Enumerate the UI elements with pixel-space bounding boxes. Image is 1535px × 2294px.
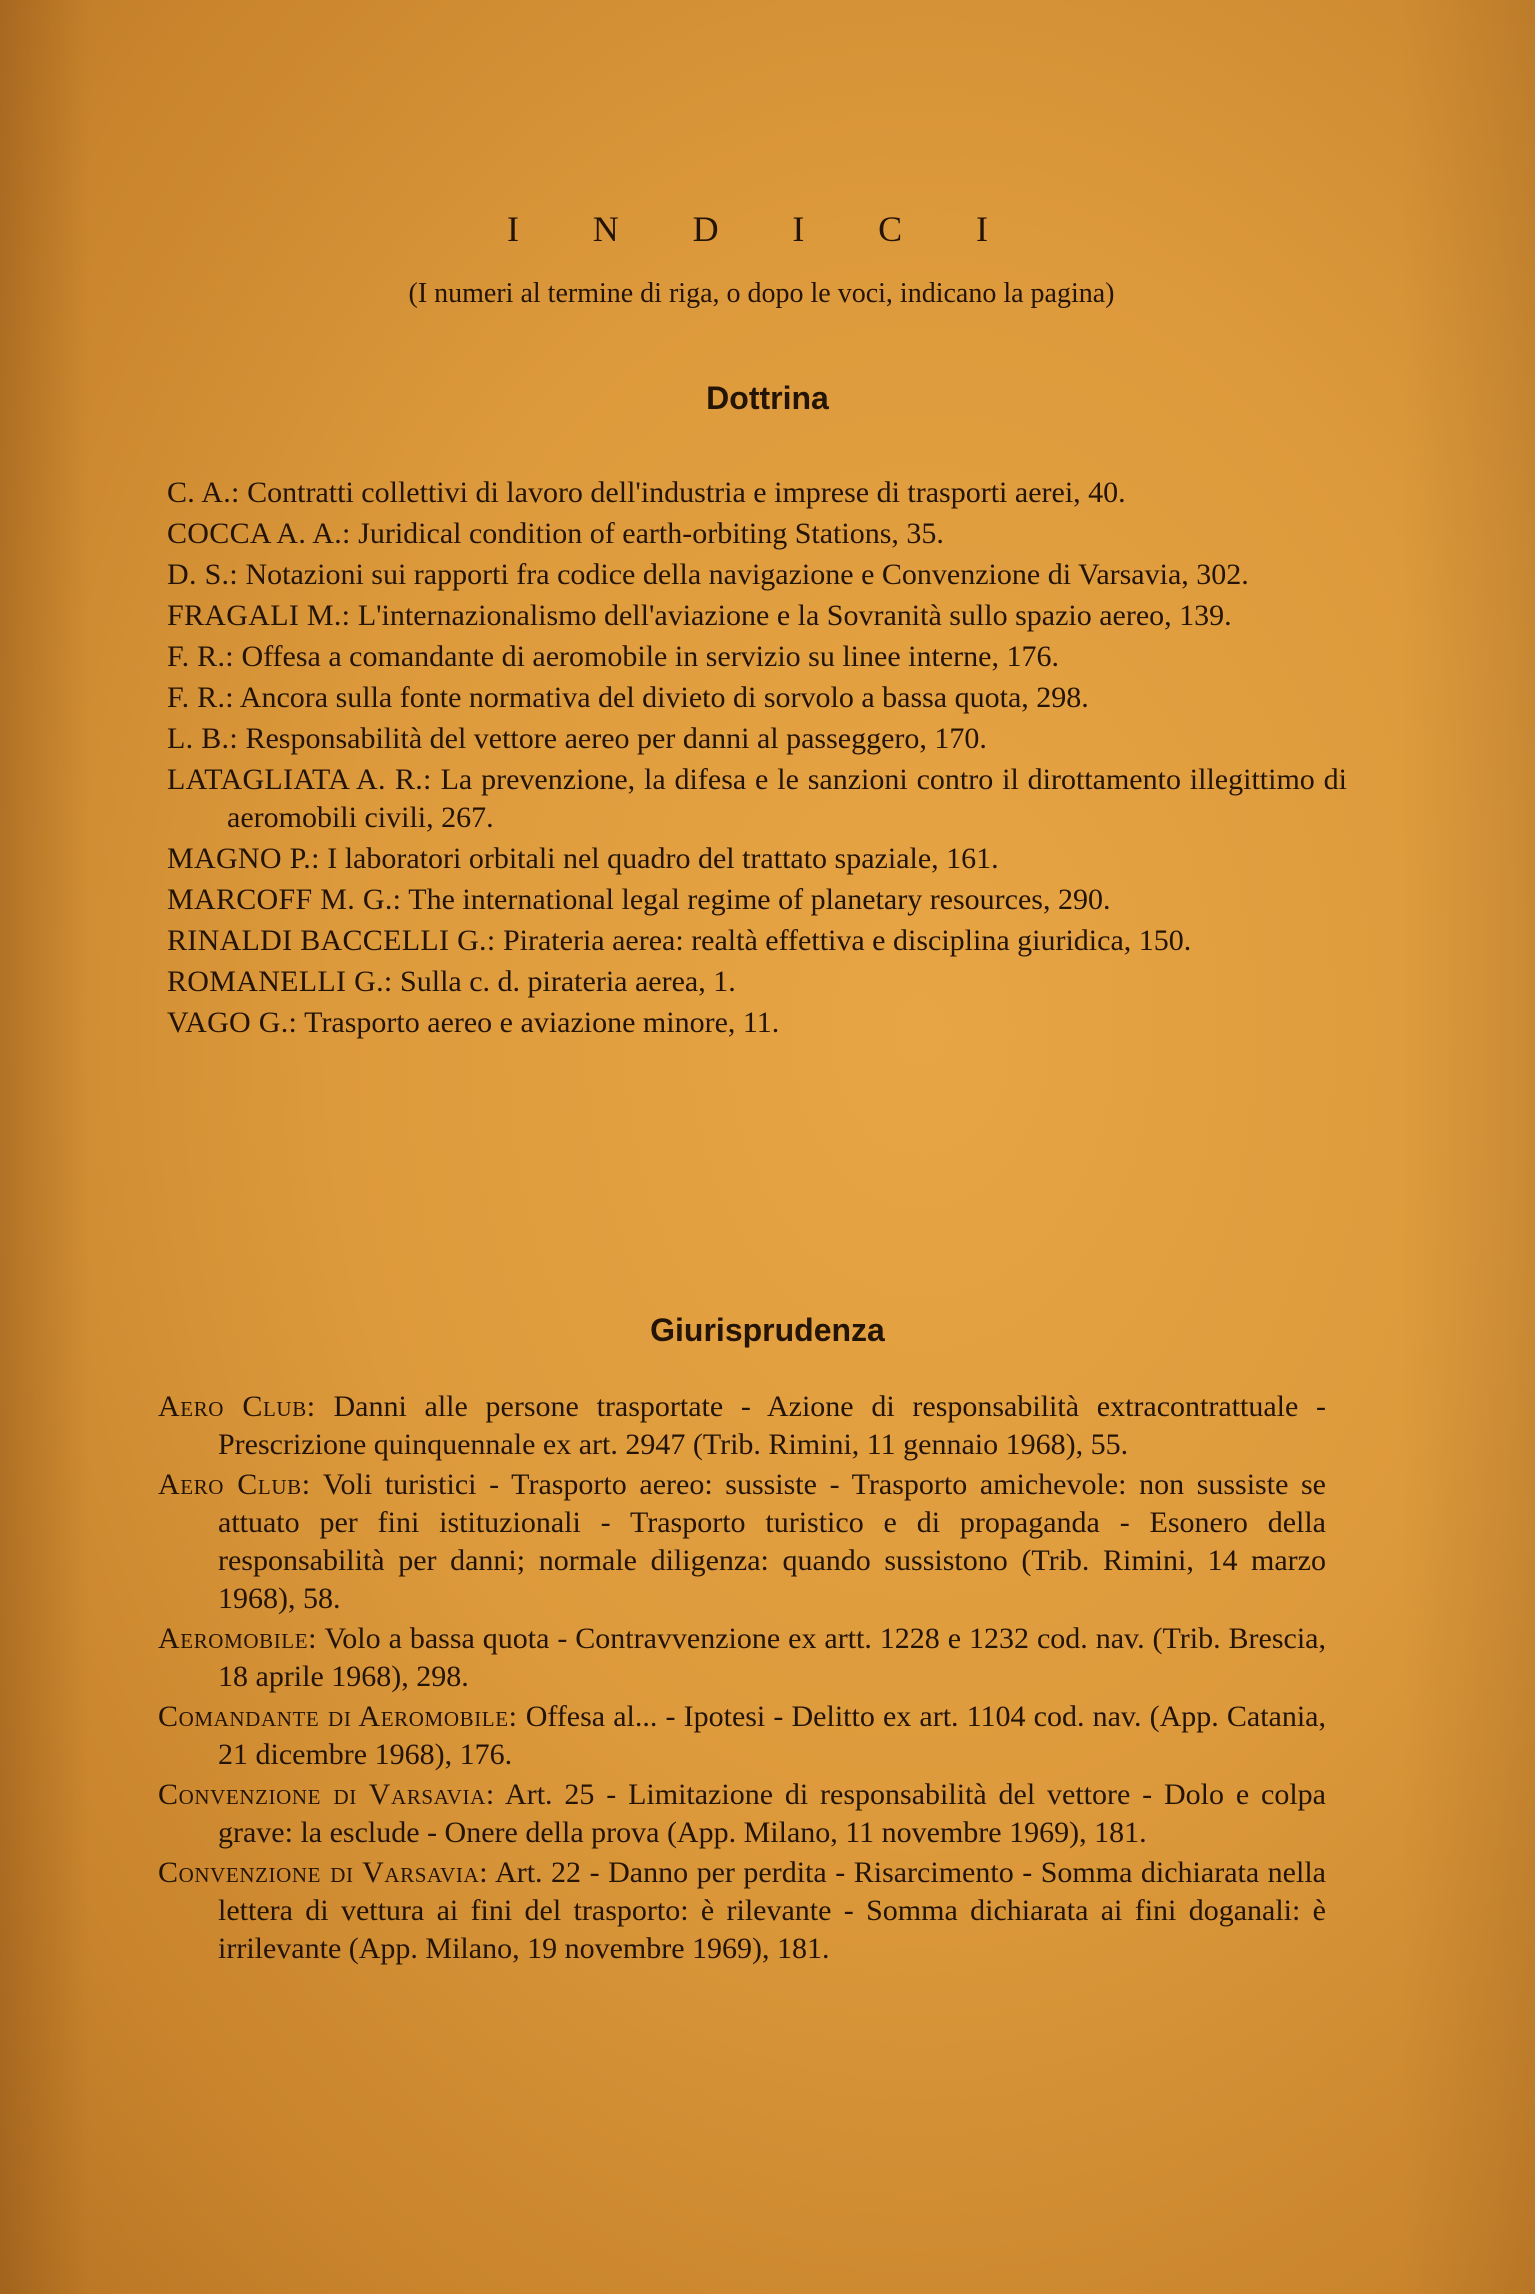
entry-text: Art. 22 - Danno per perdita - Risarcimento - Somma dichiarata nella lettera di vettura ai fini del trasporto: è rilevante - Somma dichiarata ai fini doganali: è irrilevante (App. Milano, 19 novembre 1969), 181. [218,1856,1326,1965]
entry-text: Danni alle persone trasportate - Azione di responsabilità extracontrattuale - Prescrizione quinquennale ex art. 2947 (Trib. Rimini, 11 gennaio 1968), 55. [218,1390,1327,1461]
giurisprudenza-list [158,1388,1326,1970]
entry-author: F. R.: [167,640,234,673]
entry-keyword: Comandante di Aeromobile: [158,1700,518,1733]
list-item [167,840,1347,878]
list-item [167,881,1347,919]
list-item [167,638,1347,676]
entry-title: Responsabilità del vettore aereo per danni al passeggero, 170. [245,722,987,755]
entry-title: Offesa a comandante di aeromobile in servizio su linee interne, 176. [241,640,1059,673]
entry-text: Offesa al... - Ipotesi - Delitto ex art. 1104 cod. nav. (App. Catania, 21 dicembre 1968), 176. [218,1700,1326,1771]
entry-author: FRAGALI M.: [167,599,351,632]
section-heading-dottrina: Dottrina [706,380,829,416]
entry-author: COCCA A. A.: [167,517,351,550]
entry-title: Contratti collettivi di lavoro dell'industria e imprese di trasporti aerei, 40. [247,476,1126,509]
list-item [158,1698,1326,1774]
entry-title: L'internazionalismo dell'aviazione e la Sovranità sullo spazio aereo, 139. [357,599,1232,632]
entry-title: The international legal regime of planetary resources, 290. [408,883,1111,916]
entry-title: Pirateria aerea: realtà effettiva e disciplina giuridica, 150. [502,924,1192,957]
entry-keyword: Aeromobile: [158,1622,318,1655]
list-item [167,761,1347,837]
list-item [167,720,1347,758]
list-item [167,679,1347,717]
entry-title: Trasporto aereo e aviazione minore, 11. [304,1006,780,1039]
entry-keyword: Aero Club: [158,1390,316,1423]
entry-author: LATAGLIATA A. R.: [167,763,432,796]
list-item [167,597,1347,635]
list-item [167,474,1347,512]
entry-author: ROMANELLI G.: [167,965,393,998]
list-item [167,556,1347,594]
entry-keyword: Convenzione di Varsavia: [158,1778,495,1811]
entry-keyword: Aero Club: [158,1468,311,1501]
dottrina-list [167,474,1347,1045]
entry-title: La prevenzione, la difesa e le sanzioni contro il dirottamento illegittimo di aeromobili civili, 267. [227,763,1348,834]
entry-author: MARCOFF M. G.: [167,883,402,916]
entry-text: Voli turistici - Trasporto aereo: sussiste - Trasporto amichevole: non sussiste se attuato per fini istituzionali - Trasporto turistico e di propaganda - Esonero della responsabilità per danni; normale diligenza: quando sussistono (Trib. Rimini, 14 marzo 1968), 58. [218,1468,1327,1615]
list-item [158,1620,1326,1696]
list-item [158,1854,1326,1968]
list-item [158,1776,1326,1852]
index-title: I N D I C I [507,209,1021,249]
entry-author: VAGO G.: [167,1006,298,1039]
list-item [158,1388,1326,1464]
entry-text: Art. 25 - Limitazione di responsabilità del vettore - Dolo e colpa grave: la esclude - Onere della prova (App. Milano, 11 novembre 1969), 181. [218,1778,1326,1849]
entry-title: Juridical condition of earth-orbiting Stations, 35. [358,517,944,550]
list-item [167,515,1347,553]
entry-author: C. A.: [167,476,240,509]
entry-keyword: Convenzione di Varsavia: [158,1856,489,1889]
entry-text: Volo a bassa quota - Contravvenzione ex artt. 1228 e 1232 cod. nav. (Trib. Brescia, 18 aprile 1968), 298. [218,1622,1326,1693]
index-subtitle: (I numeri al termine di riga, o dopo le voci, indicano la pagina) [408,278,1115,309]
entry-title: I laboratori orbitali nel quadro del trattato spaziale, 161. [327,842,999,875]
list-item [158,1466,1326,1618]
entry-author: D. S.: [167,558,238,591]
entry-author: F. R.: [167,681,234,714]
entry-title: Notazioni sui rapporti fra codice della navigazione e Convenzione di Varsavia, 302. [245,558,1249,591]
list-item [167,922,1347,960]
entry-title: Ancora sulla fonte normativa del divieto di sorvolo a bassa quota, 298. [239,681,1089,714]
entry-author: MAGNO P.: [167,842,320,875]
list-item [167,963,1347,1001]
entry-title: Sulla c. d. pirateria aerea, 1. [400,965,736,998]
entry-author: RINALDI BACCELLI G.: [167,924,496,957]
list-item [167,1004,1347,1042]
entry-author: L. B.: [167,722,238,755]
section-heading-giurisprudenza: Giurisprudenza [650,1312,885,1348]
